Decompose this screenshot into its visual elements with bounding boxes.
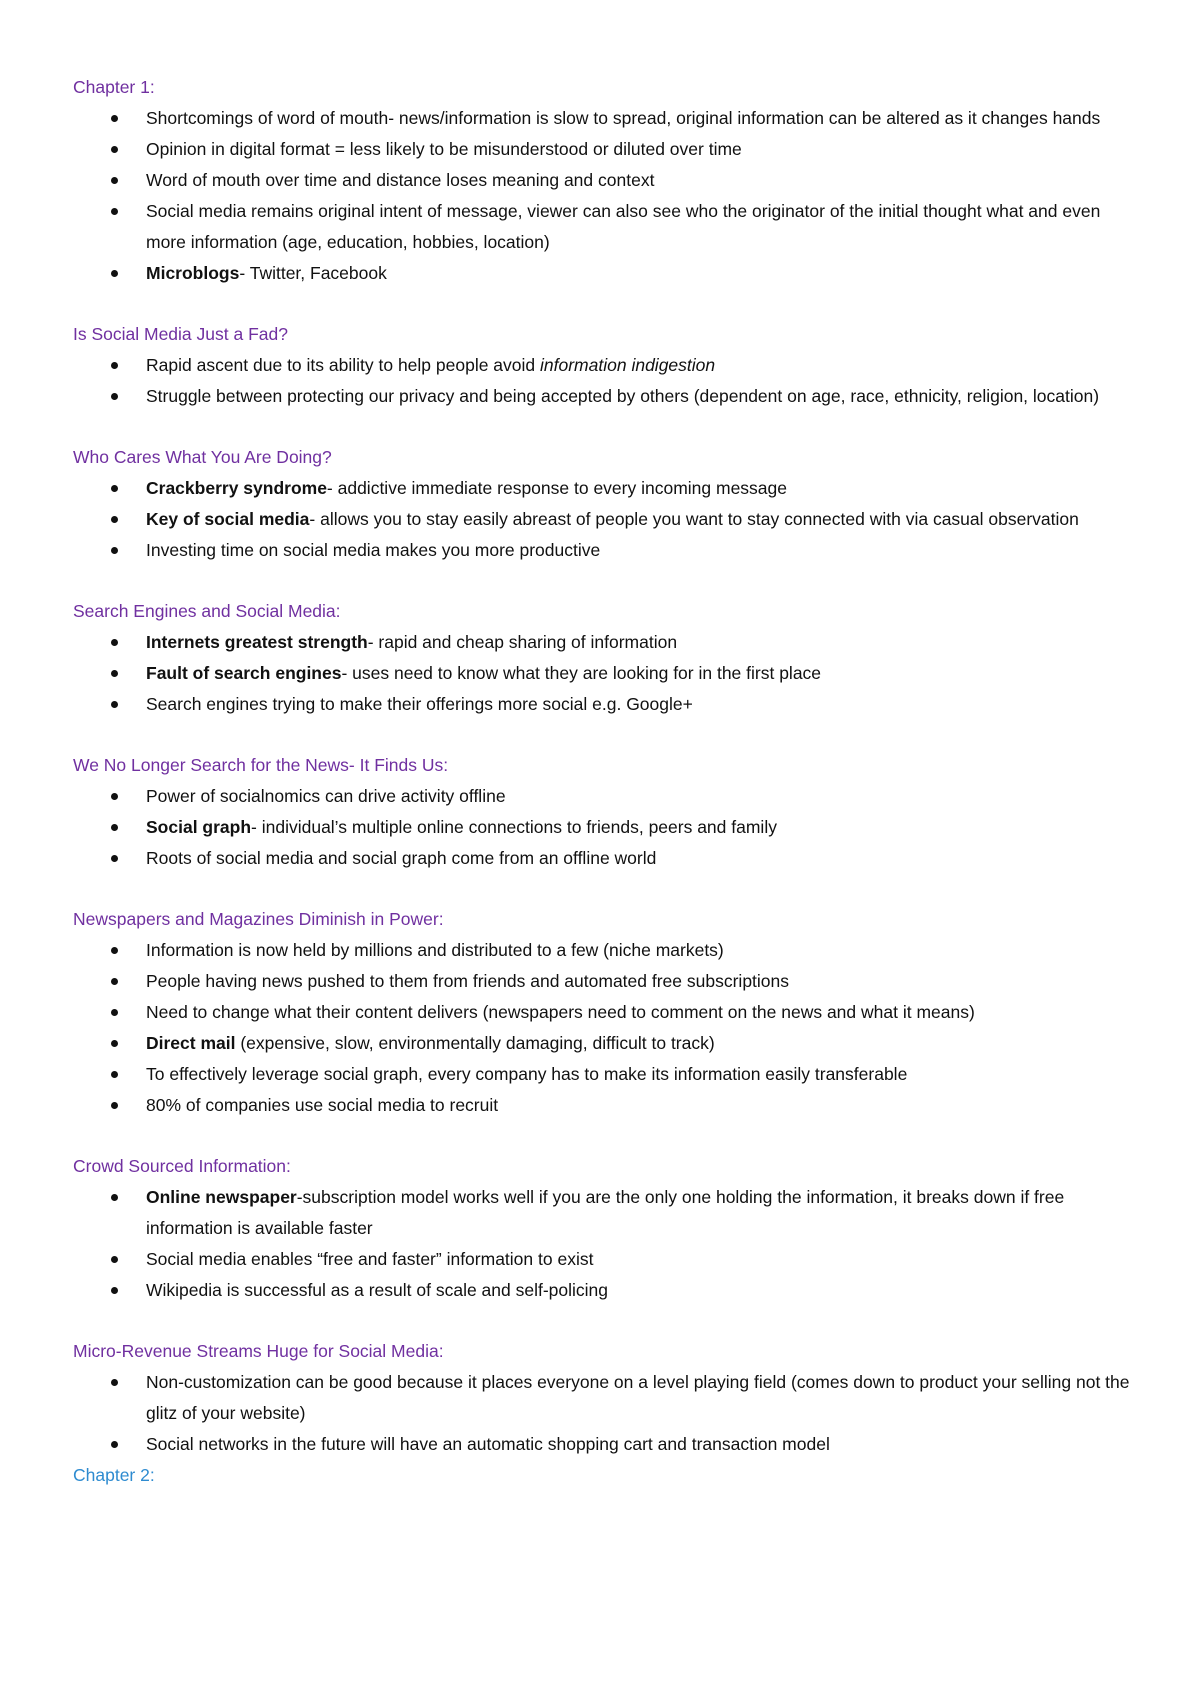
section <box>73 319 1143 412</box>
bullet-dot-icon <box>111 670 118 677</box>
bullet-dot-icon <box>111 1071 118 1078</box>
list-item <box>73 134 1143 165</box>
bullet-dot-icon <box>111 639 118 646</box>
bullet-dot-icon <box>111 208 118 215</box>
section <box>73 750 1143 874</box>
list-item-text: Search engines trying to make their offerings more social e.g. Google+ <box>146 694 693 714</box>
list-item <box>73 1244 1143 1275</box>
list-item-term: Crackberry syndrome <box>146 478 327 498</box>
list-item-text: Investing time on social media makes you more productive <box>146 540 601 560</box>
list-item-text: Struggle between protecting our privacy and being accepted by others (dependent on age, race, ethnicity, religion, location) <box>146 386 1100 406</box>
list-item-term: Key of social media <box>146 509 310 529</box>
bullet-dot-icon <box>111 547 118 554</box>
list-item-text: Non-customization can be good because it places everyone on a level playing field (comes down to product your selling not the glitz of your website) <box>146 1372 1130 1423</box>
bullet-list <box>73 627 1143 720</box>
list-item-text: 80% of companies use social media to recruit <box>146 1095 499 1115</box>
bullet-dot-icon <box>111 1040 118 1047</box>
list-item-text: Social media enables “free and faster” information to exist <box>146 1249 594 1269</box>
bullet-dot-icon <box>111 1009 118 1016</box>
bullet-dot-icon <box>111 270 118 277</box>
bullet-dot-icon <box>111 362 118 369</box>
list-item <box>73 103 1143 134</box>
bullet-dot-icon <box>111 824 118 831</box>
list-item <box>73 535 1143 566</box>
bullet-list <box>73 473 1143 566</box>
list-item <box>73 812 1143 843</box>
list-item <box>73 966 1143 997</box>
list-item-emphasis: information indigestion <box>540 355 716 375</box>
list-item-text: (expensive, slow, environmentally damaging, difficult to track) <box>235 1033 715 1053</box>
section <box>73 72 1143 289</box>
list-item-text: - addictive immediate response to every incoming message <box>326 478 787 498</box>
section-heading: We No Longer Search for the News- It Finds Us: <box>73 755 449 775</box>
bullet-dot-icon <box>111 115 118 122</box>
list-item <box>73 689 1143 720</box>
section-heading: Newspapers and Magazines Diminish in Power: <box>73 909 444 929</box>
bullet-dot-icon <box>111 485 118 492</box>
list-item <box>73 997 1143 1028</box>
bullet-list <box>73 935 1143 1121</box>
section <box>73 904 1143 1121</box>
list-item-text: - uses need to know what they are looking for in the first place <box>341 663 822 683</box>
document-body <box>73 72 1143 1460</box>
list-item <box>73 165 1143 196</box>
section <box>73 1336 1143 1460</box>
list-item-text: Rapid ascent due to its ability to help people avoid <box>146 355 541 375</box>
list-item-text: People having news pushed to them from friends and automated free subscriptions <box>146 971 790 991</box>
section <box>73 596 1143 720</box>
list-item-text: Power of socialnomics can drive activity offline <box>146 786 506 806</box>
list-item-text: Information is now held by millions and distributed to a few (niche markets) <box>146 940 724 960</box>
bullet-dot-icon <box>111 1256 118 1263</box>
bullet-dot-icon <box>111 177 118 184</box>
list-item-text: - Twitter, Facebook <box>239 263 387 283</box>
section-heading: Search Engines and Social Media: <box>73 601 341 621</box>
list-item-text: Roots of social media and social graph come from an offline world <box>146 848 657 868</box>
list-item-term: Social graph <box>146 817 252 837</box>
list-item <box>73 1090 1143 1121</box>
bullet-dot-icon <box>111 947 118 954</box>
bullet-dot-icon <box>111 1102 118 1109</box>
section <box>73 1151 1143 1306</box>
list-item-text: To effectively leverage social graph, every company has to make its information easily transferable <box>146 1064 908 1084</box>
bullet-dot-icon <box>111 1287 118 1294</box>
list-item-text: - individual’s multiple online connections to friends, peers and family <box>251 817 777 837</box>
list-item-text: Wikipedia is successful as a result of scale and self-policing <box>146 1280 609 1300</box>
list-item <box>73 350 1143 381</box>
bullet-dot-icon <box>111 1379 118 1386</box>
bullet-list <box>73 1182 1143 1306</box>
list-item <box>73 658 1143 689</box>
section-heading: Is Social Media Just a Fad? <box>73 324 288 344</box>
section-heading: Chapter 1: <box>73 77 155 97</box>
list-item-text: Social networks in the future will have an automatic shopping cart and transaction model <box>146 1434 830 1454</box>
bullet-list <box>73 1367 1143 1460</box>
bullet-dot-icon <box>111 146 118 153</box>
list-item-term: Fault of search engines <box>146 663 342 683</box>
document-page <box>73 72 1143 1491</box>
section-heading: Micro-Revenue Streams Huge for Social Media: <box>73 1341 444 1361</box>
bullet-dot-icon <box>111 701 118 708</box>
list-item-term: Internets greatest strength <box>146 632 368 652</box>
list-item <box>73 1182 1143 1244</box>
bullet-list <box>73 350 1143 412</box>
list-item-text: Need to change what their content delivers (newspapers need to comment on the news and what it means) <box>146 1002 975 1022</box>
list-item <box>73 1059 1143 1090</box>
list-item <box>73 935 1143 966</box>
list-item <box>73 1429 1143 1460</box>
bullet-list <box>73 103 1143 289</box>
list-item-term: Online newspaper <box>146 1187 297 1207</box>
list-item-text: Opinion in digital format = less likely to be misunderstood or diluted over time <box>146 139 742 159</box>
list-item-text: Shortcomings of word of mouth- news/information is slow to spread, original information can be altered as it changes hands <box>146 108 1101 128</box>
list-item <box>73 504 1143 535</box>
list-item <box>73 1275 1143 1306</box>
bullet-dot-icon <box>111 516 118 523</box>
bullet-dot-icon <box>111 1194 118 1201</box>
bullet-dot-icon <box>111 393 118 400</box>
list-item-term: Microblogs <box>146 263 240 283</box>
bullet-dot-icon <box>111 793 118 800</box>
list-item <box>73 196 1143 258</box>
list-item-text: Social media remains original intent of message, viewer can also see who the originator of the initial thought what and even more information (age, education, hobbies, location) <box>146 201 1101 252</box>
list-item-term: Direct mail <box>146 1033 236 1053</box>
chapter-2-heading: Chapter 2: <box>73 1465 155 1485</box>
section-heading: Crowd Sourced Information: <box>73 1156 291 1176</box>
list-item <box>73 258 1143 289</box>
list-item-text: - rapid and cheap sharing of information <box>367 632 678 652</box>
list-item <box>73 1028 1143 1059</box>
list-item <box>73 627 1143 658</box>
bullet-dot-icon <box>111 855 118 862</box>
list-item-text: - allows you to stay easily abreast of people you want to stay connected with via casual observation <box>309 509 1079 529</box>
list-item <box>73 473 1143 504</box>
bullet-dot-icon <box>111 978 118 985</box>
section <box>73 442 1143 566</box>
list-item <box>73 1367 1143 1429</box>
list-item <box>73 781 1143 812</box>
list-item-text: Word of mouth over time and distance loses meaning and context <box>146 170 655 190</box>
list-item <box>73 381 1143 412</box>
bullet-list <box>73 781 1143 874</box>
list-item <box>73 843 1143 874</box>
list-item-text: -subscription model works well if you are the only one holding the information, it breaks down if free information is available faster <box>146 1187 1065 1238</box>
bullet-dot-icon <box>111 1441 118 1448</box>
section-heading: Who Cares What You Are Doing? <box>73 447 332 467</box>
